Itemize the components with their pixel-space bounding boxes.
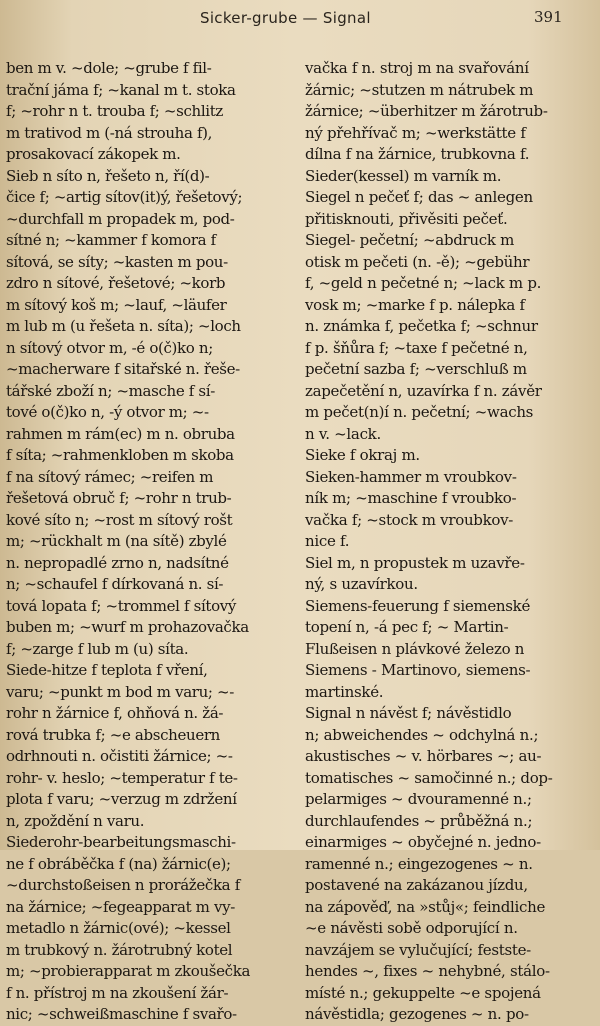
text-line: varu; ~punkt m bod m varu; ~-	[6, 682, 234, 701]
text-line: f p. šňůra f; ~taxe f pečetné n,	[305, 338, 528, 357]
text-line: hendes ~, fixes ~ nehybné, stálo-	[305, 962, 550, 980]
text-line: dílna f na žárnice, trubkovna f.	[305, 145, 530, 163]
text-line: návěstidla; gezogenes ~ n. po-	[305, 1005, 529, 1023]
text-line: plota f varu; ~verzug m zdržení	[6, 790, 237, 808]
text-line: n, zpoždění n varu.	[6, 811, 145, 830]
text-line: durchlaufendes ~ průběžná n.;	[305, 811, 533, 830]
text-line: n. známka f, pečetka f; ~schnur	[305, 317, 538, 335]
text-line: Siede-hitze f teplota f vření,	[6, 661, 208, 679]
text-line: m lub m (u řešeta n. síta); ~loch	[6, 317, 241, 335]
right-column	[305, 58, 595, 1023]
text-line: místé n.; gekuppelte ~e spojená	[305, 983, 541, 1002]
text-line: trační jáma f; ~kanal m t. stoka	[6, 80, 236, 99]
text-line: m pečet(n)í n. pečetní; ~wachs	[305, 403, 534, 421]
page-number: 391	[534, 8, 563, 26]
text-line: Sieke f okraj m.	[305, 446, 420, 464]
running-title: Sicker-grube — Signal	[200, 9, 371, 27]
text-line: zdro n sítové, řešetové; ~korb	[6, 274, 226, 292]
text-line: žárnice; ~überhitzer m žárotrub-	[305, 102, 548, 120]
text-line: prosakovací zákopek m.	[6, 145, 181, 163]
text-line: n; abweichendes ~ odchylná n.;	[305, 725, 539, 744]
text-line: přitisknouti, přivěsiti pečeť.	[305, 209, 508, 228]
text-line: navzájem se vylučující; festste-	[305, 940, 531, 959]
text-line: m trativod m (-ná strouha f),	[6, 123, 213, 142]
left-column	[6, 58, 290, 1023]
text-line: Siederohr-bearbeitungsmaschi-	[6, 833, 236, 851]
text-line: rohr n žárnice f, ohňová n. žá-	[6, 704, 224, 722]
text-line: f; ~zarge f lub m (u) síta.	[6, 639, 189, 658]
text-line: n v. ~lack.	[305, 424, 381, 443]
text-line: n; ~schaufel f dírkovaná n. sí-	[6, 575, 224, 593]
text-line: f síta; ~rahmenkloben m skoba	[6, 446, 234, 464]
text-line: Siemens-feuerung f siemenské	[305, 596, 531, 615]
text-line: Signal n návěst f; návěstidlo	[305, 704, 512, 722]
text-line: tové o(č)ko n, -ý otvor m; ~-	[6, 403, 209, 421]
text-line: Flußeisen n plávkové železo n	[305, 639, 525, 658]
text-line: f, ~geld n pečetné n; ~lack m p.	[305, 274, 542, 292]
text-line: ník m; ~maschine f vroubko-	[305, 489, 517, 507]
text-line: f; ~rohr n t. trouba f; ~schlitz	[6, 102, 223, 120]
text-line: m trubkový n. žárotrubný kotel	[6, 940, 233, 959]
text-line: metadlo n žárnic(ové); ~kessel	[6, 919, 231, 937]
text-line: řešetová obruč f; ~rohr n trub-	[6, 489, 232, 507]
text-line: vosk m; ~marke f p. nálepka f	[305, 295, 525, 314]
text-line: Siel m, n propustek m uzavře-	[305, 553, 525, 572]
text-line: tomatisches ~ samočinné n.; dop-	[305, 768, 553, 787]
text-line: vačka f; ~stock m vroubkov-	[305, 510, 514, 529]
text-line: sítová, se síty; ~kasten m pou-	[6, 252, 228, 271]
text-line: ben m v. ~dole; ~grube f fil-	[6, 59, 212, 77]
text-line: postavené na zakázanou jízdu,	[305, 876, 528, 894]
page-header	[0, 6, 600, 32]
text-line: pečetní sazba f; ~verschluß m	[305, 360, 527, 378]
text-line: m; ~probierapparat m zkoušečka	[6, 962, 251, 980]
text-line: buben m; ~wurf m prohazovačka	[6, 618, 249, 636]
text-line: čice f; ~artig sítov(it)ý, řešetový;	[6, 188, 243, 206]
text-line: Sieder(kessel) m varník m.	[305, 166, 502, 185]
text-line: žárnic; ~stutzen m nátrubek m	[305, 80, 534, 99]
text-line: odrhnouti n. očistiti žárnice; ~-	[6, 747, 233, 765]
text-line: f na sítový rámec; ~reifen m	[6, 467, 214, 486]
text-line: nic; ~schweißmaschine f svařo-	[6, 1005, 237, 1023]
text-line: na zápověď, na »stůj«; feindliche	[305, 897, 546, 916]
text-line: rová trubka f; ~e abscheuern	[6, 725, 220, 744]
text-line: nice f.	[305, 532, 350, 550]
text-line: pelarmiges ~ dvouramenné n.;	[305, 790, 532, 808]
text-line: einarmiges ~ obyčejné n. jedno-	[305, 833, 541, 851]
text-line: otisk m pečeti (n. -ě); ~gebühr	[305, 252, 530, 271]
text-line: martinské.	[305, 682, 384, 701]
text-line: ný, s uzavírkou.	[305, 575, 418, 593]
text-line: ramenné n.; eingezogenes ~ n.	[305, 854, 533, 873]
text-line: na žárnice; ~fegeapparat m vy-	[6, 897, 235, 916]
text-line: ný přehřívač m; ~werkstätte f	[305, 123, 526, 142]
text-line: vačka f n. stroj m na svařování	[305, 59, 529, 77]
text-line: ~macherware f sitařské n. řeše-	[6, 360, 240, 378]
text-line: Siegel- pečetní; ~abdruck m	[305, 231, 515, 249]
text-line: ~e návěsti sobě odporující n.	[305, 919, 518, 937]
text-line: sítné n; ~kammer f komora f	[6, 231, 216, 249]
text-line: Sieken-hammer m vroubkov-	[305, 467, 517, 486]
text-line: m; ~rückhalt m (na sítě) zbylé	[6, 532, 227, 550]
text-line: Siegel n pečeť f; das ~ anlegen	[305, 188, 533, 206]
text-line: rohr- v. heslo; ~temperatur f te-	[6, 768, 238, 787]
text-line: ~durchstoßeisen n prorážečka f	[6, 876, 240, 894]
text-line: f n. přístroj m na zkoušení žár-	[6, 983, 229, 1002]
text-line: tářské zboží n; ~masche f sí-	[6, 381, 215, 400]
text-line: zapečetění n, uzavírka f n. závěr	[305, 381, 542, 400]
text-line: akustisches ~ v. hörbares ~; au-	[305, 747, 542, 765]
text-line: n. nepropadlé zrno n, nadsítné	[6, 553, 229, 572]
text-line: ~durchfall m propadek m, pod-	[6, 209, 235, 228]
text-line: m sítový koš m; ~lauf, ~läufer	[6, 295, 227, 314]
text-line: rahmen m rám(ec) m n. obruba	[6, 424, 235, 443]
text-line: n sítový otvor m, -é o(č)ko n;	[6, 338, 213, 357]
text-line: Siemens - Martinovo, siemens-	[305, 661, 531, 679]
text-line: Sieb n síto n, řešeto n, ří(d)-	[6, 166, 210, 185]
text-line: topení n, -á pec f; ~ Martin-	[305, 618, 509, 636]
text-line: ne f obráběčka f (na) žárnic(e);	[6, 854, 231, 873]
text-line: tová lopata f; ~trommel f sítový	[6, 596, 237, 615]
text-line: kové síto n; ~rost m sítový rošt	[6, 510, 233, 529]
